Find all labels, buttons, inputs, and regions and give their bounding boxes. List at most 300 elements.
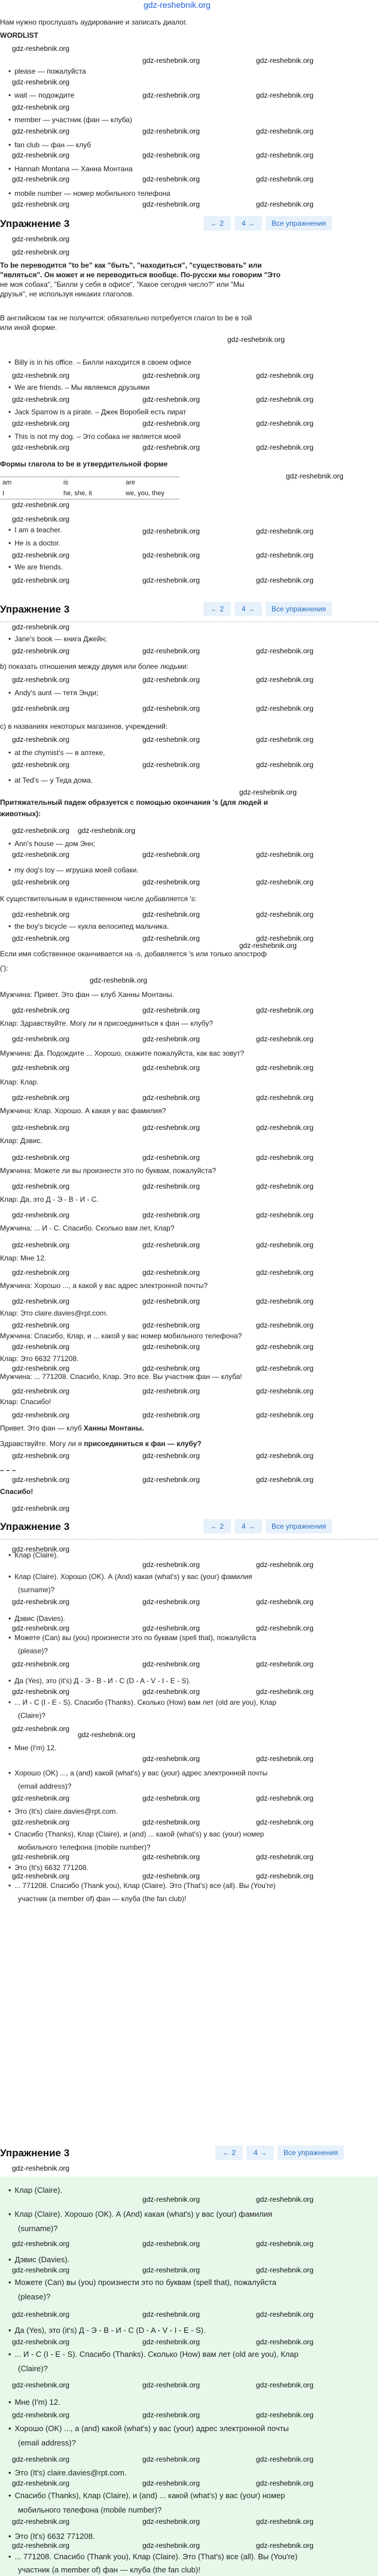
watermark-text: gdz-reshebnik.org	[256, 576, 314, 584]
exercise-pager	[203, 602, 332, 617]
watermark-text: gdz-reshebnik.org	[142, 1818, 200, 1826]
watermark-text: gdz-reshebnik.org	[142, 1035, 200, 1043]
watermark-text: gdz-reshebnik.org	[142, 1794, 200, 1802]
watermark-text: gdz-reshebnik.org	[142, 151, 200, 159]
watermark-text: gdz-reshebnik.org	[256, 56, 314, 65]
watermark-text: gdz-reshebnik.org	[256, 1451, 314, 1460]
dialogue-en-line: • Можете (Can) вы (you) произнести это по буквам (spell that), пожалуйста	[8, 1634, 256, 1642]
possessive-example: • Andy's aunt — тетя Энди;	[8, 689, 98, 697]
watermark-text: gdz-reshebnik.org	[12, 127, 70, 135]
answer-line: (please)?	[18, 2292, 51, 2301]
possessive-rule: К существительным в единственном числе добавляется 's:	[0, 895, 197, 903]
watermark-text: gdz-reshebnik.org	[256, 2239, 314, 2248]
watermark-text: gdz-reshebnik.org	[227, 335, 285, 344]
exercise-title: Упражнение 3	[0, 218, 70, 229]
answer-line: • Это (It's) claire.davies@rpt.com.	[8, 2468, 126, 2477]
watermark-text: gdz-reshebnik.org	[142, 1241, 200, 1249]
watermark-text: gdz-reshebnik.org	[142, 1123, 200, 1132]
watermark-text: gdz-reshebnik.org	[142, 1853, 200, 1861]
watermark-text: gdz-reshebnik.org	[256, 850, 314, 859]
summary-text: Привет. Это фан — клуб	[0, 1424, 84, 1432]
dialogue-line: Клар: Спасибо!	[0, 1398, 51, 1406]
answer-line: (email address)?	[18, 2438, 76, 2447]
watermark-text: gdz-reshebnik.org	[12, 1153, 70, 1162]
watermark-text: gdz-reshebnik.org	[256, 1560, 314, 1569]
site-header-link[interactable]: gdz-reshebnik.org	[144, 0, 211, 10]
dialogue-en-line: • Спасибо (Thanks), Клар (Claire), и (and) ... какой (what's) у вас (your) номер	[8, 1830, 264, 1838]
watermark-text: gdz-reshebnik.org	[256, 2310, 314, 2319]
watermark-text: gdz-reshebnik.org	[12, 2338, 70, 2346]
dialogue-en-line: (email address)?	[18, 1782, 72, 1790]
grammar-text: друзья", не используя никаких глаголов.	[0, 290, 134, 298]
watermark-text: gdz-reshebnik.org	[142, 395, 200, 404]
summary-line	[0, 1424, 144, 1432]
dialogue-en-line: • Дэвис (Davies).	[8, 1614, 65, 1623]
watermark-text: gdz-reshebnik.org	[142, 1182, 200, 1190]
dialogue-line: Мужчина: Спасибо, Клар, и ... какой у вас номер мобильного телефона?	[0, 1332, 242, 1340]
possessive-rule: животных):	[0, 810, 41, 818]
dialogue-en-line: • Клар (Claire). Хорошо (OK). А (And) какая (what's) у вас (your) фамилия	[8, 1572, 252, 1581]
wordlist-item: • Hannah Montana — Ханна Монтана	[8, 165, 133, 173]
watermark-text: gdz-reshebnik.org	[142, 2239, 200, 2248]
watermark-text: gdz-reshebnik.org	[256, 1853, 314, 1861]
watermark-text: gdz-reshebnik.org	[12, 1123, 70, 1132]
dialogue-line: Клар: Клар.	[0, 1078, 39, 1086]
watermark-text: gdz-reshebnik.org	[12, 2455, 70, 2463]
watermark-text: gdz-reshebnik.org	[12, 878, 70, 886]
watermark-text: gdz-reshebnik.org	[142, 1342, 200, 1351]
watermark-text: gdz-reshebnik.org	[142, 1268, 200, 1277]
watermark-text: gdz-reshebnik.org	[12, 78, 70, 86]
watermark-text: gdz-reshebnik.org	[12, 1853, 70, 1861]
summary-bold: присоединиться к фан — клубу?	[84, 1439, 202, 1448]
watermark-text: gdz-reshebnik.org	[12, 1598, 70, 1606]
watermark-text: gdz-reshebnik.org	[256, 1321, 314, 1329]
dialogue-line: Клар: Дэвис.	[0, 1137, 42, 1145]
grammar-example: • We are friends.	[8, 563, 63, 571]
watermark-text: gdz-reshebnik.org	[78, 1731, 136, 1739]
table-cell: I	[2, 490, 5, 497]
prev-exercise-button[interactable]: ← 2	[215, 2145, 243, 2160]
watermark-text: gdz-reshebnik.org	[142, 576, 200, 584]
watermark-text: gdz-reshebnik.org	[256, 1818, 314, 1826]
dialogue-line: Клар: Да, это Д - Э - В - И - С.	[0, 1195, 99, 1204]
watermark-text: gdz-reshebnik.org	[12, 704, 70, 713]
watermark-text: gdz-reshebnik.org	[256, 419, 314, 428]
exercise-pager	[215, 2145, 344, 2161]
watermark-text: gdz-reshebnik.org	[256, 760, 314, 769]
watermark-text: gdz-reshebnik.org	[142, 1093, 200, 1102]
watermark-text: gdz-reshebnik.org	[256, 1411, 314, 1419]
watermark-text: gdz-reshebnik.org	[142, 551, 200, 559]
watermark-text: gdz-reshebnik.org	[256, 1387, 314, 1395]
watermark-text: gdz-reshebnik.org	[12, 1006, 70, 1014]
watermark-text: gdz-reshebnik.org	[12, 175, 70, 183]
answer-line: • Спасибо (Thanks), Клар (Claire), и (and) ... какой (what's) у вас (your) номер	[8, 2491, 285, 2500]
dialogue-en-line: • Это (It's) claire.davies@rpt.com.	[8, 1807, 118, 1816]
watermark-text: gdz-reshebnik.org	[256, 151, 314, 159]
watermark-text: gdz-reshebnik.org	[12, 419, 70, 428]
watermark-text: gdz-reshebnik.org	[256, 1063, 314, 1072]
watermark-text: gdz-reshebnik.org	[12, 443, 70, 451]
watermark-text: gdz-reshebnik.org	[142, 175, 200, 183]
watermark-text: gdz-reshebnik.org	[142, 2455, 200, 2463]
watermark-text: gdz-reshebnik.org	[142, 1297, 200, 1305]
answer-box	[0, 2177, 378, 2576]
table-header: is	[63, 479, 68, 486]
watermark-text: gdz-reshebnik.org	[142, 735, 200, 744]
dialogue-line: Мужчина: Клар. Хорошо. А какая у вас фамилия?	[0, 1107, 166, 1115]
exercise-pager	[203, 216, 332, 232]
watermark-text: gdz-reshebnik.org	[12, 623, 70, 631]
watermark-text: gdz-reshebnik.org	[256, 2517, 314, 2526]
intro-text: Нам нужно прослушать аудирование и записать диалог.	[0, 18, 188, 26]
watermark-text: gdz-reshebnik.org	[256, 647, 314, 655]
answer-line: • Клар (Claire). Хорошо (OK). А (And) какая (what's) у вас (your) фамилия	[8, 2210, 272, 2219]
watermark-text: gdz-reshebnik.org	[256, 1754, 314, 1763]
watermark-text: gdz-reshebnik.org	[256, 910, 314, 919]
possessive-rule: ('):	[0, 964, 8, 972]
watermark-text: gdz-reshebnik.org	[12, 235, 70, 243]
watermark-text: gdz-reshebnik.org	[12, 1451, 70, 1460]
dialogue-en-line: • Мне (I'm) 12.	[8, 1744, 56, 1752]
watermark-text: gdz-reshebnik.org	[256, 1006, 314, 1014]
watermark-text: gdz-reshebnik.org	[12, 2411, 70, 2419]
watermark-text: gdz-reshebnik.org	[142, 1624, 200, 1632]
watermark-text: gdz-reshebnik.org	[256, 1211, 314, 1219]
wordlist-title: WORDLIST	[0, 31, 38, 40]
watermark-text: gdz-reshebnik.org	[12, 44, 70, 53]
watermark-text: gdz-reshebnik.org	[142, 527, 200, 535]
answer-line: • ... И - С (I - E - S). Спасибо (Thanks). Сколько (How) вам лет (old are you), Клар	[8, 2350, 298, 2359]
watermark-text: gdz-reshebnik.org	[256, 1123, 314, 1132]
watermark-text: gdz-reshebnik.org	[142, 647, 200, 655]
watermark-text: gdz-reshebnik.org	[12, 1387, 70, 1395]
answer-line: • Мне (I'm) 12.	[8, 2398, 60, 2407]
table-header: am	[2, 479, 12, 486]
watermark-text: gdz-reshebnik.org	[256, 1035, 314, 1043]
watermark-text: gdz-reshebnik.org	[256, 91, 314, 99]
watermark-text: gdz-reshebnik.org	[142, 2411, 200, 2419]
watermark-text: gdz-reshebnik.org	[256, 2411, 314, 2419]
watermark-text: gdz-reshebnik.org	[12, 200, 70, 208]
watermark-text: gdz-reshebnik.org	[256, 1297, 314, 1305]
watermark-text: gdz-reshebnik.org	[256, 2479, 314, 2487]
watermark-text: gdz-reshebnik.org	[142, 704, 200, 713]
watermark-text: gdz-reshebnik.org	[12, 2381, 70, 2389]
watermark-text: gdz-reshebnik.org	[256, 1153, 314, 1162]
summary-dashes: – – –	[0, 1466, 16, 1474]
watermark-text: gdz-reshebnik.org	[256, 1794, 314, 1802]
wordlist-item: • member — участник (фан — клуба)	[8, 116, 132, 124]
dialogue-en-line: (Claire)?	[18, 1711, 46, 1720]
watermark-text: gdz-reshebnik.org	[12, 760, 70, 769]
watermark-text: gdz-reshebnik.org	[256, 1598, 314, 1606]
watermark-text: gdz-reshebnik.org	[12, 1475, 70, 1484]
grammar-example: • Billy is in his office. – Билли находится в своем офисе	[8, 358, 191, 366]
watermark-text: gdz-reshebnik.org	[12, 1241, 70, 1249]
watermark-text: gdz-reshebnik.org	[142, 2479, 200, 2487]
watermark-text: gdz-reshebnik.org	[12, 2266, 70, 2274]
watermark-text: gdz-reshebnik.org	[12, 2239, 70, 2248]
dialogue-en-line: • Хорошо (OK) ..., а (and) какой (what's) у вас (your) адрес электронной почты	[8, 1769, 267, 1777]
watermark-text: gdz-reshebnik.org	[256, 127, 314, 135]
watermark-text: gdz-reshebnik.org	[142, 1321, 200, 1329]
watermark-text: gdz-reshebnik.org	[12, 1364, 70, 1372]
dialogue-line: Клар: Это claire.davies@rpt.com.	[0, 1309, 108, 1317]
watermark-text: gdz-reshebnik.org	[12, 1342, 70, 1351]
watermark-text: gdz-reshebnik.org	[142, 2517, 200, 2526]
watermark-text: gdz-reshebnik.org	[12, 850, 70, 859]
watermark-text: gdz-reshebnik.org	[12, 826, 70, 835]
grammar-example: • He is a doctor.	[8, 539, 60, 547]
watermark-text: gdz-reshebnik.org	[142, 91, 200, 99]
watermark-text: gdz-reshebnik.org	[142, 2195, 200, 2204]
forms-title: Формы глагола to be в утвердительной форме	[0, 460, 168, 468]
table-cell: we, you, they	[126, 490, 164, 497]
watermark-text: gdz-reshebnik.org	[142, 1754, 200, 1763]
grammar-example: • This is not my dog. – Это собака не является моей	[8, 432, 181, 441]
watermark-text: gdz-reshebnik.org	[256, 1342, 314, 1351]
watermark-text: gdz-reshebnik.org	[256, 2195, 314, 2204]
exercise-pager	[203, 1519, 332, 1535]
watermark-text: gdz-reshebnik.org	[256, 1182, 314, 1190]
watermark-text: gdz-reshebnik.org	[256, 443, 314, 451]
dialogue-line: Клар: Это 6632 771208.	[0, 1354, 79, 1363]
possessive-rule: Если имя собственное оканчивается на -s, добавляется 's или только апостроф	[0, 950, 267, 958]
watermark-text: gdz-reshebnik.org	[12, 934, 70, 942]
watermark-text: gdz-reshebnik.org	[12, 1411, 70, 1419]
watermark-text: gdz-reshebnik.org	[256, 1093, 314, 1102]
possessive-example: • Ann's house — дом Энн;	[8, 840, 95, 848]
watermark-text: gdz-reshebnik.org	[142, 2310, 200, 2319]
grammar-example: • Jack Sparrow is a pirate. – Джек Воробей есть пират	[8, 408, 186, 416]
dialogue-en-line: (surname)?	[18, 1586, 55, 1594]
watermark-text: gdz-reshebnik.org	[142, 419, 200, 428]
dialogue-en-line: • Клар (Claire).	[8, 1551, 59, 1559]
watermark-text: gdz-reshebnik.org	[256, 200, 314, 208]
dialogue-line: Мужчина: Привет. Это фан — клуб Ханны Монтаны.	[0, 990, 174, 999]
watermark-text: gdz-reshebnik.org	[142, 2541, 200, 2550]
watermark-text: gdz-reshebnik.org	[12, 576, 70, 584]
answer-line: • ... 771208. Спасибо (Thank you), Клар (Claire). Это (That's) все (all). Вы (You're)	[8, 2552, 297, 2561]
dialogue-line: Клар: Здравствуйте. Могу ли я присоединиться к фан — клубу?	[0, 1019, 214, 1028]
watermark-text: gdz-reshebnik.org	[142, 675, 200, 684]
dialogue-line: Мужчина: Хорошо ..., а какой у вас адрес электронной почты?	[0, 1281, 208, 1290]
watermark-text: gdz-reshebnik.org	[12, 1545, 70, 1553]
all-exercises-button[interactable]: Все упражнения	[266, 216, 332, 231]
prev-exercise-button[interactable]: ← 2	[203, 602, 231, 616]
wordlist-item: • mobile number — номер мобильного телефона	[8, 189, 170, 198]
watermark-text: gdz-reshebnik.org	[90, 976, 148, 984]
possessive-example: • at Ted's — у Теда дома.	[8, 776, 93, 784]
watermark-text: gdz-reshebnik.org	[256, 1268, 314, 1277]
answer-line: • Да (Yes), это (it's) Д - Э - В - И - С (D - A - V - I - E - S).	[8, 2326, 206, 2335]
grammar-text: To be переводится "to be" как "быть", "находиться", "существовать" или	[0, 261, 262, 269]
dialogue-line: Клар: Мне 12.	[0, 1254, 47, 1262]
watermark-text: gdz-reshebnik.org	[12, 1211, 70, 1219]
next-exercise-button[interactable]: 4 →	[234, 602, 262, 616]
watermark-text: gdz-reshebnik.org	[142, 2381, 200, 2389]
grammar-text: не моя собака", "Билли у себя в офисе", "Какое сегодня число?" или "Мы	[0, 280, 245, 289]
answer-line: • Дэвис (Davies).	[8, 2255, 69, 2264]
watermark-text: gdz-reshebnik.org	[142, 2266, 200, 2274]
watermark-text: gdz-reshebnik.org	[256, 395, 314, 404]
watermark-text: gdz-reshebnik.org	[12, 151, 70, 159]
watermark-text: gdz-reshebnik.org	[12, 395, 70, 404]
watermark-text: gdz-reshebnik.org	[142, 1364, 200, 1372]
answer-line: • Это (It's) 6632 771208.	[8, 2532, 95, 2541]
watermark-text: gdz-reshebnik.org	[256, 1624, 314, 1632]
prev-exercise-button[interactable]: ← 2	[203, 216, 231, 231]
summary-text: Здравствуйте. Могу ли я	[0, 1439, 84, 1448]
watermark-text: gdz-reshebnik.org	[142, 934, 200, 942]
watermark-text: gdz-reshebnik.org	[142, 1387, 200, 1395]
watermark-text: gdz-reshebnik.org	[142, 1687, 200, 1696]
watermark-text: gdz-reshebnik.org	[142, 1063, 200, 1072]
dialogue-line: Мужчина: Да. Подождите ... Хорошо, скажите пожалуйста, как вас зовут?	[0, 1049, 245, 1057]
watermark-text: gdz-reshebnik.org	[256, 551, 314, 559]
watermark-text: gdz-reshebnik.org	[142, 443, 200, 451]
answer-line: участник (a member of) фан — клуба (the fan club)!	[18, 2565, 200, 2574]
possessive-example: • Jane's book — книга Джейн;	[8, 635, 107, 643]
dialogue-line: Мужчина: ... 771208. Спасибо, Клар. Это все. Вы участник фан — клуба!	[0, 1372, 242, 1381]
dialogue-en-line: мобильного телефона (mobile number)?	[18, 1843, 151, 1851]
watermark-text: gdz-reshebnik.org	[12, 1035, 70, 1043]
grammar-text: "являться". Он может и не переводиться вообще. По-русски мы говорим "Это	[0, 271, 281, 279]
watermark-text: gdz-reshebnik.org	[12, 1794, 70, 1802]
watermark-text: gdz-reshebnik.org	[12, 1093, 70, 1102]
watermark-text: gdz-reshebnik.org	[12, 735, 70, 744]
answer-line: • Клар (Claire).	[8, 2186, 62, 2195]
prev-exercise-button[interactable]: ← 2	[203, 1519, 231, 1534]
dialogue-en-line: • Да (Yes), это (it's) Д - Э - В - И - С (D - A - V - I - E - S).	[8, 1677, 191, 1685]
watermark-text: gdz-reshebnik.org	[142, 2338, 200, 2346]
watermark-text: gdz-reshebnik.org	[142, 878, 200, 886]
wordlist-item: • wait — подождите	[8, 91, 74, 99]
watermark-text: gdz-reshebnik.org	[12, 1818, 70, 1826]
watermark-text: gdz-reshebnik.org	[142, 1560, 200, 1569]
watermark-text: gdz-reshebnik.org	[12, 501, 70, 509]
watermark-text: gdz-reshebnik.org	[142, 371, 200, 380]
dialogue-en-line: • ... И - С (I - E - S). Спасибо (Thanks). Сколько (How) вам лет (old are you), Клар	[8, 1698, 276, 1707]
summary-bold: Ханны Монтаны.	[83, 1424, 144, 1432]
exercise-title: Упражнение 3	[0, 604, 70, 615]
answer-line: • Можете (Can) вы (you) произнести это по буквам (spell that), пожалуйста	[8, 2278, 276, 2287]
summary-line	[0, 1439, 202, 1448]
next-exercise-button[interactable]: 4 →	[234, 1519, 262, 1534]
possessive-example: • my dog's toy — игрушка моей собаки.	[8, 866, 139, 874]
exercise-title: Упражнение 3	[0, 1521, 70, 1532]
watermark-text: gdz-reshebnik.org	[12, 1660, 70, 1668]
dialogue-en-line: (please)?	[18, 1647, 48, 1655]
watermark-text: gdz-reshebnik.org	[256, 1475, 314, 1484]
watermark-text: gdz-reshebnik.org	[256, 735, 314, 744]
answer-line: • Хорошо (OK) ..., а (and) какой (what's) у вас (your) адрес электронной почты	[8, 2424, 289, 2433]
watermark-text: gdz-reshebnik.org	[12, 515, 70, 523]
possessive-example: • at the chymist's — в аптеке,	[8, 748, 105, 757]
answer-line: (Claire)?	[18, 2364, 48, 2373]
dialogue-line: Мужчина: Можете ли вы произнести это по буквам, пожалуйста?	[0, 1166, 217, 1175]
next-exercise-button[interactable]: 4 →	[246, 2145, 274, 2160]
dialogue-en-line: • ... 771208. Спасибо (Thank you), Клар (Claire). Это (That's) все (all). Вы (You're)	[8, 1881, 276, 1890]
watermark-text: gdz-reshebnik.org	[256, 1687, 314, 1696]
watermark-text: gdz-reshebnik.org	[256, 2541, 314, 2550]
watermark-text: gdz-reshebnik.org	[239, 788, 297, 796]
watermark-text: gdz-reshebnik.org	[142, 1475, 200, 1484]
watermark-text: gdz-reshebnik.org	[142, 56, 200, 65]
watermark-text: gdz-reshebnik.org	[256, 1364, 314, 1372]
watermark-text: gdz-reshebnik.org	[12, 103, 70, 111]
watermark-text: gdz-reshebnik.org	[142, 760, 200, 769]
grammar-text: В английском так не получится: обязательно потребуется глагол to be в той	[0, 314, 252, 322]
watermark-text: gdz-reshebnik.org	[142, 1660, 200, 1668]
watermark-text: gdz-reshebnik.org	[142, 910, 200, 919]
dialogue-en-line: • Это (It's) 6632 771208.	[8, 1863, 89, 1872]
all-exercises-button[interactable]: Все упражнения	[278, 2145, 344, 2160]
watermark-text: gdz-reshebnik.org	[256, 934, 314, 942]
table-cell: he, she, it	[63, 490, 92, 497]
watermark-text: gdz-reshebnik.org	[256, 675, 314, 684]
all-exercises-button[interactable]: Все упражнения	[266, 1519, 332, 1534]
watermark-text: gdz-reshebnik.org	[12, 2541, 70, 2550]
possessive-rule: Притяжательный падеж образуется с помощью окончания 's (для людей и	[0, 798, 268, 807]
watermark-text: gdz-reshebnik.org	[256, 2266, 314, 2274]
watermark-text: gdz-reshebnik.org	[12, 647, 70, 655]
next-exercise-button[interactable]: 4 →	[234, 216, 262, 231]
watermark-text: gdz-reshebnik.org	[142, 1411, 200, 1419]
watermark-text: gdz-reshebnik.org	[256, 704, 314, 713]
watermark-text: gdz-reshebnik.org	[256, 175, 314, 183]
all-exercises-button[interactable]: Все упражнения	[266, 602, 332, 616]
summary-thanks: Спасибо!	[0, 1487, 33, 1496]
watermark-text: gdz-reshebnik.org	[12, 1504, 70, 1513]
watermark-text: gdz-reshebnik.org	[256, 878, 314, 886]
watermark-text: gdz-reshebnik.org	[12, 2164, 70, 2172]
watermark-text: gdz-reshebnik.org	[12, 248, 70, 256]
watermark-text: gdz-reshebnik.org	[239, 941, 297, 950]
exercise-title: Упражнение 3	[0, 2147, 70, 2159]
table-header: are	[126, 479, 135, 486]
possessive-text: b) показать отношения между двумя или более людьми:	[0, 662, 189, 671]
watermark-text: gdz-reshebnik.org	[12, 1063, 70, 1072]
watermark-text: gdz-reshebnik.org	[256, 527, 314, 535]
answer-line: мобильного телефона (mobile number)?	[18, 2505, 162, 2514]
watermark-text: gdz-reshebnik.org	[12, 1297, 70, 1305]
watermark-text: gdz-reshebnik.org	[78, 826, 136, 835]
watermark-text: gdz-reshebnik.org	[12, 1321, 70, 1329]
watermark-text: gdz-reshebnik.org	[12, 1872, 70, 1880]
watermark-text: gdz-reshebnik.org	[12, 1725, 70, 1733]
grammar-example: • We are friends. – Мы являемся друзьями	[8, 383, 150, 392]
watermark-text: gdz-reshebnik.org	[12, 2517, 70, 2526]
watermark-text: gdz-reshebnik.org	[12, 1182, 70, 1190]
grammar-text: или иной форме.	[0, 323, 57, 332]
grammar-example: • I am a teacher.	[8, 526, 62, 534]
watermark-text: gdz-reshebnik.org	[142, 850, 200, 859]
watermark-text: gdz-reshebnik.org	[12, 1687, 70, 1696]
watermark-text: gdz-reshebnik.org	[256, 371, 314, 380]
watermark-text: gdz-reshebnik.org	[12, 2479, 70, 2487]
answer-line: (surname)?	[18, 2224, 58, 2233]
watermark-text: gdz-reshebnik.org	[12, 910, 70, 919]
watermark-text: gdz-reshebnik.org	[256, 1660, 314, 1668]
possessive-text: c) в названиях некоторых магазинов, учреждений:	[0, 722, 168, 731]
dialogue-en-line: участник (a member of) фан — клуба (the fan club)!	[18, 1895, 187, 1903]
possessive-example: • the boy's bicycle — кукла велосипед мальчика.	[8, 922, 169, 931]
watermark-text: gdz-reshebnik.org	[12, 1268, 70, 1277]
watermark-text: gdz-reshebnik.org	[256, 2381, 314, 2389]
